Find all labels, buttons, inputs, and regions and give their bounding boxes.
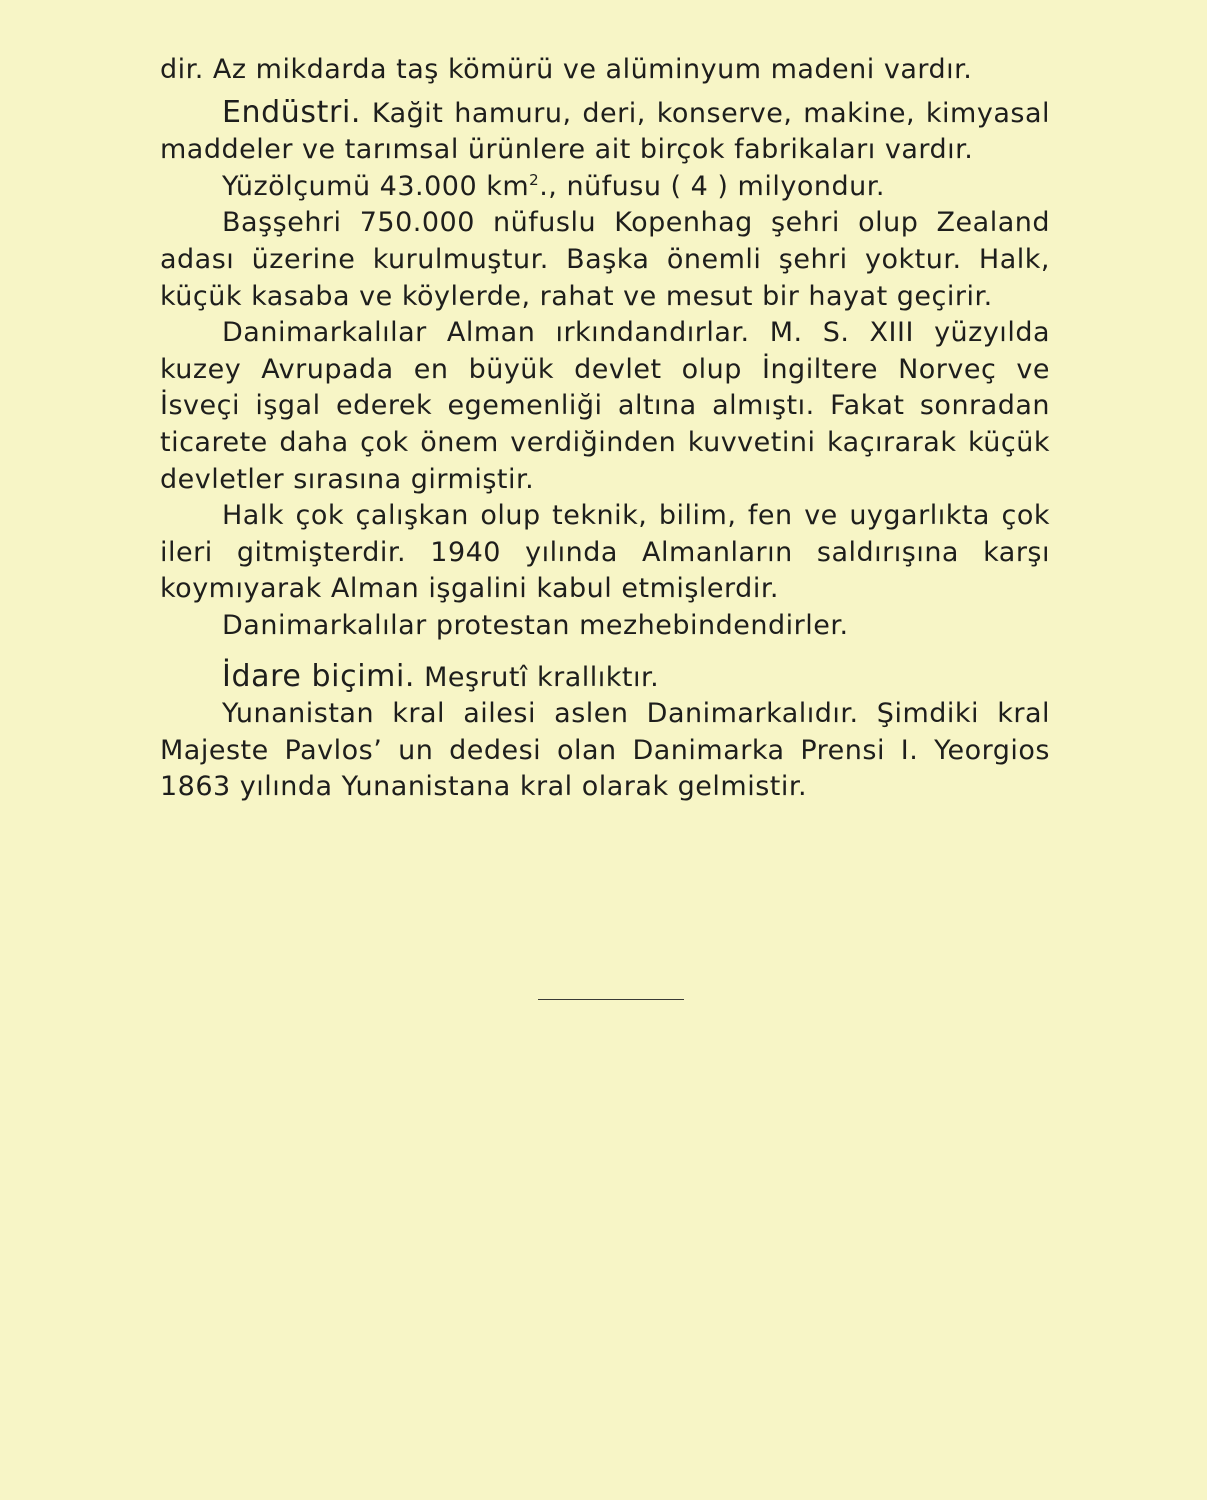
page-text-block	[160, 52, 1050, 806]
paragraph-history	[160, 315, 1050, 498]
paragraph-text-after: ., nüfusu ( 4 ) milyondur.	[539, 170, 885, 202]
paragraph-government	[160, 659, 1050, 697]
paragraph-religion	[160, 608, 1050, 645]
paragraph-text: dir. Az mikdarda taş kömürü ve alüminyum madeni vardır.	[160, 54, 973, 85]
paragraph-text-before: Yüzölçumü 43.000 km	[222, 170, 530, 202]
paragraph-text: Danimarkalılar protestan mezhebindendirler.	[222, 609, 849, 641]
paragraph-royal-family	[160, 696, 1050, 806]
paragraph-text: Başşehri 750.000 nüfuslu Kopenhag şehri olup Zealand adası üzerine kurulmuştur. Başka önemli şehri yoktur. Halk, küçük kasaba ve köylerde, rahat ve mesut bir hayat geçirir.	[160, 207, 1050, 312]
section-heading-government: İdare biçimi.	[222, 658, 416, 694]
paragraph-people	[160, 498, 1050, 608]
paragraph-text: Yunanistan kral ailesi aslen Danimarkalıdır. Şimdiki kral Majeste Pavlos’ un dedesi olan Danimarka Prensi I. Yeorgios 1863 yılında Yunanistana kral olarak gelmistir.	[160, 698, 1050, 803]
paragraph-capital	[160, 205, 1050, 315]
section-heading-industry: Endüstri.	[222, 94, 362, 130]
paragraph-text: Halk çok çalışkan olup teknik, bilim, fen ve uygarlıkta çok ileri gitmişterdir. 1940 yılında Almanların saldırışına karşı koymıyarak Alman işgalini kabul etmişlerdir.	[160, 500, 1050, 605]
paragraph-area-population	[160, 169, 1050, 206]
paragraph-text: Kağit hamuru, deri, konserve, makine, kimyasal maddeler ve tarımsal ürünlere ait birçok fabrikaları vardır.	[160, 97, 1050, 166]
paragraph-text: Danimarkalılar Alman ırkındandırlar. M. S. XIII yüzyılda kuzey Avrupada en büyük devlet olup İngiltere Norveç ve İsveçi işgal ederek egemenliği altına almıştı. Fakat sonradan ticarete daha çok önem verdiğinden kuvvetini kaçırarak küçük devletler sırasına girmiştir.	[160, 317, 1050, 495]
paragraph-industry	[160, 95, 1050, 169]
superscript-2: 2	[529, 170, 540, 189]
paragraph-minerals	[160, 52, 1050, 89]
end-of-text-rule	[538, 999, 684, 1000]
paragraph-text: Meşrutî krallıktır.	[415, 661, 660, 693]
